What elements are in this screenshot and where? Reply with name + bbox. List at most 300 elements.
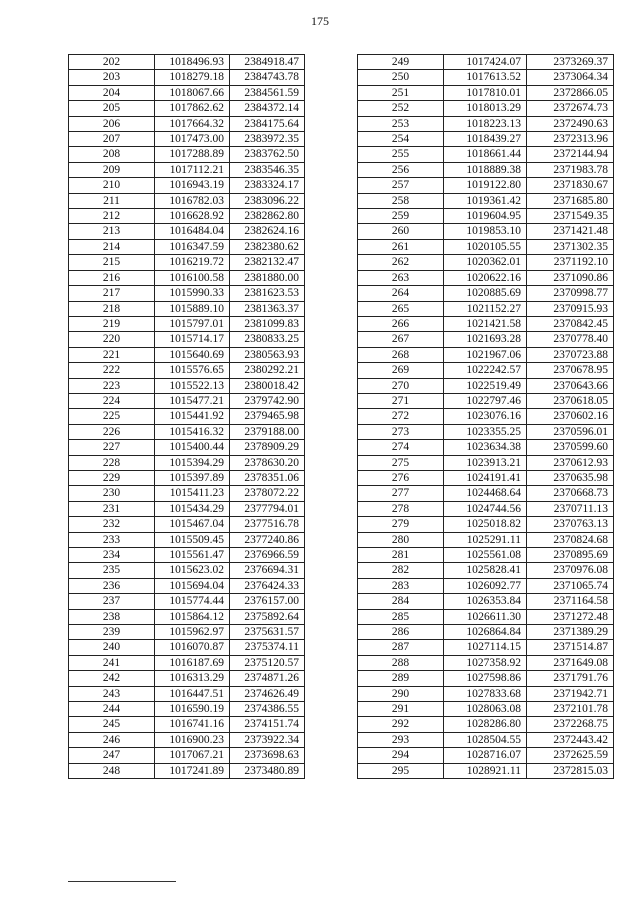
table-row bbox=[69, 316, 305, 331]
table-row bbox=[69, 594, 305, 609]
y-coordinate-cell: 2372443.42 bbox=[527, 732, 614, 747]
y-coordinate-cell: 2376694.31 bbox=[230, 563, 305, 578]
point-number-cell: 286 bbox=[358, 625, 444, 640]
point-number-cell: 241 bbox=[69, 655, 155, 670]
y-coordinate-cell: 2371065.74 bbox=[527, 578, 614, 593]
point-number-cell: 206 bbox=[69, 116, 155, 131]
x-coordinate-cell: 1019361.42 bbox=[444, 193, 527, 208]
y-coordinate-cell: 2370612.93 bbox=[527, 455, 614, 470]
point-number-cell: 207 bbox=[69, 132, 155, 147]
x-coordinate-cell: 1016347.59 bbox=[155, 239, 230, 254]
y-coordinate-cell: 2371164.58 bbox=[527, 594, 614, 609]
x-coordinate-cell: 1016741.16 bbox=[155, 717, 230, 732]
x-coordinate-cell: 1021421.58 bbox=[444, 316, 527, 331]
point-number-cell: 221 bbox=[69, 347, 155, 362]
x-coordinate-cell: 1019604.95 bbox=[444, 209, 527, 224]
y-coordinate-cell: 2372815.03 bbox=[527, 763, 614, 778]
point-number-cell: 259 bbox=[358, 209, 444, 224]
y-coordinate-cell: 2372625.59 bbox=[527, 748, 614, 763]
table-row bbox=[69, 748, 305, 763]
x-coordinate-cell: 1027114.15 bbox=[444, 640, 527, 655]
point-number-cell: 213 bbox=[69, 224, 155, 239]
x-coordinate-cell: 1015864.12 bbox=[155, 609, 230, 624]
x-coordinate-cell: 1015394.29 bbox=[155, 455, 230, 470]
y-coordinate-cell: 2383324.17 bbox=[230, 178, 305, 193]
x-coordinate-cell: 1015509.45 bbox=[155, 532, 230, 547]
x-coordinate-cell: 1026611.30 bbox=[444, 609, 527, 624]
x-coordinate-cell: 1015889.10 bbox=[155, 301, 230, 316]
point-number-cell: 240 bbox=[69, 640, 155, 655]
table-row bbox=[358, 424, 614, 439]
point-number-cell: 279 bbox=[358, 517, 444, 532]
table-row bbox=[69, 301, 305, 316]
table-row bbox=[358, 162, 614, 177]
point-number-cell: 261 bbox=[358, 239, 444, 254]
point-number-cell: 278 bbox=[358, 501, 444, 516]
x-coordinate-cell: 1023076.16 bbox=[444, 409, 527, 424]
y-coordinate-cell: 2379188.00 bbox=[230, 424, 305, 439]
y-coordinate-cell: 2374626.49 bbox=[230, 686, 305, 701]
x-coordinate-cell: 1015400.44 bbox=[155, 440, 230, 455]
x-coordinate-cell: 1018439.27 bbox=[444, 132, 527, 147]
point-number-cell: 218 bbox=[69, 301, 155, 316]
table-row bbox=[358, 625, 614, 640]
x-coordinate-cell: 1016590.19 bbox=[155, 702, 230, 717]
x-coordinate-cell: 1018223.13 bbox=[444, 116, 527, 131]
y-coordinate-cell: 2373269.37 bbox=[527, 55, 614, 70]
point-number-cell: 256 bbox=[358, 162, 444, 177]
y-coordinate-cell: 2379742.90 bbox=[230, 393, 305, 408]
y-coordinate-cell: 2371272.48 bbox=[527, 609, 614, 624]
point-number-cell: 269 bbox=[358, 363, 444, 378]
point-number-cell: 280 bbox=[358, 532, 444, 547]
table-row bbox=[69, 717, 305, 732]
point-number-cell: 284 bbox=[358, 594, 444, 609]
x-coordinate-cell: 1021152.27 bbox=[444, 301, 527, 316]
x-coordinate-cell: 1015467.04 bbox=[155, 517, 230, 532]
point-number-cell: 263 bbox=[358, 270, 444, 285]
y-coordinate-cell: 2370618.05 bbox=[527, 393, 614, 408]
x-coordinate-cell: 1019853.10 bbox=[444, 224, 527, 239]
y-coordinate-cell: 2370824.68 bbox=[527, 532, 614, 547]
y-coordinate-cell: 2378072.22 bbox=[230, 486, 305, 501]
point-number-cell: 209 bbox=[69, 162, 155, 177]
table-row bbox=[358, 270, 614, 285]
x-coordinate-cell: 1017473.00 bbox=[155, 132, 230, 147]
table-row bbox=[69, 640, 305, 655]
x-coordinate-cell: 1026864.84 bbox=[444, 625, 527, 640]
x-coordinate-cell: 1015441.92 bbox=[155, 409, 230, 424]
table-row bbox=[358, 193, 614, 208]
y-coordinate-cell: 2376966.59 bbox=[230, 548, 305, 563]
x-coordinate-cell: 1016628.92 bbox=[155, 209, 230, 224]
x-coordinate-cell: 1021693.28 bbox=[444, 332, 527, 347]
table-row bbox=[358, 470, 614, 485]
x-coordinate-cell: 1017664.32 bbox=[155, 116, 230, 131]
point-number-cell: 262 bbox=[358, 255, 444, 270]
x-coordinate-cell: 1022797.46 bbox=[444, 393, 527, 408]
y-coordinate-cell: 2380292.21 bbox=[230, 363, 305, 378]
table-row bbox=[69, 409, 305, 424]
table-row bbox=[358, 101, 614, 116]
x-coordinate-cell: 1020105.55 bbox=[444, 239, 527, 254]
point-number-cell: 273 bbox=[358, 424, 444, 439]
table-row bbox=[358, 609, 614, 624]
point-number-cell: 214 bbox=[69, 239, 155, 254]
x-coordinate-cell: 1027598.86 bbox=[444, 671, 527, 686]
y-coordinate-cell: 2375631.57 bbox=[230, 625, 305, 640]
table-row bbox=[69, 440, 305, 455]
footnote-separator bbox=[68, 881, 176, 882]
point-number-cell: 248 bbox=[69, 763, 155, 778]
table-row bbox=[69, 363, 305, 378]
y-coordinate-cell: 2370678.95 bbox=[527, 363, 614, 378]
x-coordinate-cell: 1015397.89 bbox=[155, 470, 230, 485]
y-coordinate-cell: 2384175.64 bbox=[230, 116, 305, 131]
x-coordinate-cell: 1015962.97 bbox=[155, 625, 230, 640]
x-coordinate-cell: 1015714.17 bbox=[155, 332, 230, 347]
point-number-cell: 220 bbox=[69, 332, 155, 347]
point-number-cell: 247 bbox=[69, 748, 155, 763]
y-coordinate-cell: 2372674.73 bbox=[527, 101, 614, 116]
point-number-cell: 205 bbox=[69, 101, 155, 116]
table-row bbox=[358, 455, 614, 470]
y-coordinate-cell: 2371421.48 bbox=[527, 224, 614, 239]
y-coordinate-cell: 2371549.35 bbox=[527, 209, 614, 224]
x-coordinate-cell: 1016313.29 bbox=[155, 671, 230, 686]
table-row bbox=[69, 55, 305, 70]
x-coordinate-cell: 1016187.69 bbox=[155, 655, 230, 670]
table-row bbox=[69, 101, 305, 116]
x-coordinate-cell: 1016447.51 bbox=[155, 686, 230, 701]
table-row bbox=[69, 686, 305, 701]
table-row bbox=[358, 85, 614, 100]
table-row bbox=[358, 440, 614, 455]
x-coordinate-cell: 1028716.07 bbox=[444, 748, 527, 763]
x-coordinate-cell: 1016782.03 bbox=[155, 193, 230, 208]
y-coordinate-cell: 2377794.01 bbox=[230, 501, 305, 516]
y-coordinate-cell: 2370778.40 bbox=[527, 332, 614, 347]
y-coordinate-cell: 2370635.98 bbox=[527, 470, 614, 485]
x-coordinate-cell: 1021967.06 bbox=[444, 347, 527, 362]
x-coordinate-cell: 1019122.80 bbox=[444, 178, 527, 193]
y-coordinate-cell: 2381099.83 bbox=[230, 316, 305, 331]
point-number-cell: 267 bbox=[358, 332, 444, 347]
table-row bbox=[358, 594, 614, 609]
y-coordinate-cell: 2370842.45 bbox=[527, 316, 614, 331]
point-number-cell: 257 bbox=[358, 178, 444, 193]
table-row bbox=[69, 486, 305, 501]
x-coordinate-cell: 1016219.72 bbox=[155, 255, 230, 270]
point-number-cell: 268 bbox=[358, 347, 444, 362]
y-coordinate-cell: 2371514.87 bbox=[527, 640, 614, 655]
point-number-cell: 287 bbox=[358, 640, 444, 655]
y-coordinate-cell: 2371685.80 bbox=[527, 193, 614, 208]
table-row bbox=[358, 132, 614, 147]
table-row bbox=[69, 347, 305, 362]
table-row bbox=[69, 702, 305, 717]
point-number-cell: 215 bbox=[69, 255, 155, 270]
x-coordinate-cell: 1017424.07 bbox=[444, 55, 527, 70]
table-row bbox=[69, 209, 305, 224]
point-number-cell: 224 bbox=[69, 393, 155, 408]
point-number-cell: 291 bbox=[358, 702, 444, 717]
x-coordinate-cell: 1016484.04 bbox=[155, 224, 230, 239]
x-coordinate-cell: 1028504.55 bbox=[444, 732, 527, 747]
table-row bbox=[358, 347, 614, 362]
table-row bbox=[69, 625, 305, 640]
point-number-cell: 251 bbox=[358, 85, 444, 100]
point-number-cell: 276 bbox=[358, 470, 444, 485]
table-row bbox=[69, 548, 305, 563]
x-coordinate-cell: 1017613.52 bbox=[444, 70, 527, 85]
y-coordinate-cell: 2371830.67 bbox=[527, 178, 614, 193]
x-coordinate-cell: 1016943.19 bbox=[155, 178, 230, 193]
point-number-cell: 292 bbox=[358, 717, 444, 732]
y-coordinate-cell: 2370723.88 bbox=[527, 347, 614, 362]
y-coordinate-cell: 2384561.59 bbox=[230, 85, 305, 100]
point-number-cell: 233 bbox=[69, 532, 155, 547]
x-coordinate-cell: 1017862.62 bbox=[155, 101, 230, 116]
point-number-cell: 281 bbox=[358, 548, 444, 563]
table-row bbox=[358, 655, 614, 670]
x-coordinate-cell: 1025561.08 bbox=[444, 548, 527, 563]
x-coordinate-cell: 1025018.82 bbox=[444, 517, 527, 532]
y-coordinate-cell: 2375892.64 bbox=[230, 609, 305, 624]
table-row bbox=[358, 717, 614, 732]
x-coordinate-cell: 1020362.01 bbox=[444, 255, 527, 270]
y-coordinate-cell: 2381623.53 bbox=[230, 286, 305, 301]
x-coordinate-cell: 1028286.80 bbox=[444, 717, 527, 732]
y-coordinate-cell: 2370596.01 bbox=[527, 424, 614, 439]
table-row bbox=[358, 378, 614, 393]
x-coordinate-cell: 1026353.84 bbox=[444, 594, 527, 609]
point-number-cell: 235 bbox=[69, 563, 155, 578]
table-row bbox=[69, 85, 305, 100]
y-coordinate-cell: 2383096.22 bbox=[230, 193, 305, 208]
x-coordinate-cell: 1015797.01 bbox=[155, 316, 230, 331]
y-coordinate-cell: 2372144.94 bbox=[527, 147, 614, 162]
y-coordinate-cell: 2375374.11 bbox=[230, 640, 305, 655]
y-coordinate-cell: 2371942.71 bbox=[527, 686, 614, 701]
y-coordinate-cell: 2382862.80 bbox=[230, 209, 305, 224]
x-coordinate-cell: 1018067.66 bbox=[155, 85, 230, 100]
point-number-cell: 239 bbox=[69, 625, 155, 640]
y-coordinate-cell: 2383546.35 bbox=[230, 162, 305, 177]
y-coordinate-cell: 2372866.05 bbox=[527, 85, 614, 100]
x-coordinate-cell: 1022242.57 bbox=[444, 363, 527, 378]
point-number-cell: 282 bbox=[358, 563, 444, 578]
table-row bbox=[358, 224, 614, 239]
coordinates-table-left bbox=[68, 54, 305, 779]
y-coordinate-cell: 2378351.06 bbox=[230, 470, 305, 485]
x-coordinate-cell: 1017288.89 bbox=[155, 147, 230, 162]
table-row bbox=[69, 671, 305, 686]
x-coordinate-cell: 1015576.65 bbox=[155, 363, 230, 378]
point-number-cell: 293 bbox=[358, 732, 444, 747]
table-row bbox=[358, 70, 614, 85]
x-coordinate-cell: 1025291.11 bbox=[444, 532, 527, 547]
point-number-cell: 202 bbox=[69, 55, 155, 70]
y-coordinate-cell: 2374151.74 bbox=[230, 717, 305, 732]
x-coordinate-cell: 1018496.93 bbox=[155, 55, 230, 70]
y-coordinate-cell: 2370915.93 bbox=[527, 301, 614, 316]
table-row bbox=[358, 763, 614, 778]
table-row bbox=[358, 640, 614, 655]
point-number-cell: 237 bbox=[69, 594, 155, 609]
table-row bbox=[69, 132, 305, 147]
y-coordinate-cell: 2382624.16 bbox=[230, 224, 305, 239]
point-number-cell: 238 bbox=[69, 609, 155, 624]
x-coordinate-cell: 1015623.02 bbox=[155, 563, 230, 578]
point-number-cell: 266 bbox=[358, 316, 444, 331]
table-row bbox=[358, 409, 614, 424]
table-row bbox=[69, 517, 305, 532]
table-row bbox=[69, 332, 305, 347]
point-number-cell: 289 bbox=[358, 671, 444, 686]
x-coordinate-cell: 1017241.89 bbox=[155, 763, 230, 778]
x-coordinate-cell: 1015434.29 bbox=[155, 501, 230, 516]
y-coordinate-cell: 2384372.14 bbox=[230, 101, 305, 116]
y-coordinate-cell: 2372268.75 bbox=[527, 717, 614, 732]
point-number-cell: 283 bbox=[358, 578, 444, 593]
table-row bbox=[69, 563, 305, 578]
y-coordinate-cell: 2371302.35 bbox=[527, 239, 614, 254]
table-row bbox=[69, 470, 305, 485]
point-number-cell: 244 bbox=[69, 702, 155, 717]
table-row bbox=[358, 517, 614, 532]
y-coordinate-cell: 2370668.73 bbox=[527, 486, 614, 501]
table-row bbox=[69, 501, 305, 516]
point-number-cell: 295 bbox=[358, 763, 444, 778]
y-coordinate-cell: 2376424.33 bbox=[230, 578, 305, 593]
table-row bbox=[69, 763, 305, 778]
y-coordinate-cell: 2374386.55 bbox=[230, 702, 305, 717]
point-number-cell: 274 bbox=[358, 440, 444, 455]
x-coordinate-cell: 1018889.38 bbox=[444, 162, 527, 177]
x-coordinate-cell: 1015561.47 bbox=[155, 548, 230, 563]
point-number-cell: 223 bbox=[69, 378, 155, 393]
y-coordinate-cell: 2370643.66 bbox=[527, 378, 614, 393]
x-coordinate-cell: 1015640.69 bbox=[155, 347, 230, 362]
x-coordinate-cell: 1024191.41 bbox=[444, 470, 527, 485]
y-coordinate-cell: 2379465.98 bbox=[230, 409, 305, 424]
table-row bbox=[358, 532, 614, 547]
y-coordinate-cell: 2381363.37 bbox=[230, 301, 305, 316]
table-row bbox=[69, 193, 305, 208]
x-coordinate-cell: 1024744.56 bbox=[444, 501, 527, 516]
point-number-cell: 225 bbox=[69, 409, 155, 424]
y-coordinate-cell: 2381880.00 bbox=[230, 270, 305, 285]
x-coordinate-cell: 1028063.08 bbox=[444, 702, 527, 717]
table-row bbox=[358, 116, 614, 131]
table-row bbox=[358, 501, 614, 516]
y-coordinate-cell: 2370763.13 bbox=[527, 517, 614, 532]
table-row bbox=[358, 178, 614, 193]
table-row bbox=[358, 332, 614, 347]
y-coordinate-cell: 2383762.50 bbox=[230, 147, 305, 162]
x-coordinate-cell: 1022519.49 bbox=[444, 378, 527, 393]
x-coordinate-cell: 1023355.25 bbox=[444, 424, 527, 439]
table-row bbox=[358, 686, 614, 701]
point-number-cell: 265 bbox=[358, 301, 444, 316]
x-coordinate-cell: 1018279.18 bbox=[155, 70, 230, 85]
y-coordinate-cell: 2380833.25 bbox=[230, 332, 305, 347]
y-coordinate-cell: 2380018.42 bbox=[230, 378, 305, 393]
y-coordinate-cell: 2384743.78 bbox=[230, 70, 305, 85]
table-row bbox=[358, 732, 614, 747]
x-coordinate-cell: 1027358.92 bbox=[444, 655, 527, 670]
x-coordinate-cell: 1017067.21 bbox=[155, 748, 230, 763]
y-coordinate-cell: 2371983.78 bbox=[527, 162, 614, 177]
x-coordinate-cell: 1024468.64 bbox=[444, 486, 527, 501]
y-coordinate-cell: 2373064.34 bbox=[527, 70, 614, 85]
table-row bbox=[358, 702, 614, 717]
table-row bbox=[358, 209, 614, 224]
point-number-cell: 294 bbox=[358, 748, 444, 763]
y-coordinate-cell: 2373698.63 bbox=[230, 748, 305, 763]
table-row bbox=[358, 55, 614, 70]
y-coordinate-cell: 2370998.77 bbox=[527, 286, 614, 301]
table-row bbox=[69, 255, 305, 270]
table-row bbox=[69, 116, 305, 131]
point-number-cell: 203 bbox=[69, 70, 155, 85]
point-number-cell: 230 bbox=[69, 486, 155, 501]
x-coordinate-cell: 1025828.41 bbox=[444, 563, 527, 578]
table-row bbox=[69, 578, 305, 593]
y-coordinate-cell: 2370599.60 bbox=[527, 440, 614, 455]
table-row bbox=[69, 286, 305, 301]
table-row bbox=[358, 301, 614, 316]
table-row bbox=[358, 578, 614, 593]
y-coordinate-cell: 2377240.86 bbox=[230, 532, 305, 547]
table-row bbox=[69, 393, 305, 408]
point-number-cell: 227 bbox=[69, 440, 155, 455]
x-coordinate-cell: 1015694.04 bbox=[155, 578, 230, 593]
x-coordinate-cell: 1020622.16 bbox=[444, 270, 527, 285]
y-coordinate-cell: 2371090.86 bbox=[527, 270, 614, 285]
point-number-cell: 236 bbox=[69, 578, 155, 593]
point-number-cell: 260 bbox=[358, 224, 444, 239]
point-number-cell: 217 bbox=[69, 286, 155, 301]
table-row bbox=[358, 393, 614, 408]
point-number-cell: 252 bbox=[358, 101, 444, 116]
table-row bbox=[69, 178, 305, 193]
y-coordinate-cell: 2370602.16 bbox=[527, 409, 614, 424]
page-number: 175 bbox=[311, 14, 329, 28]
x-coordinate-cell: 1017810.01 bbox=[444, 85, 527, 100]
y-coordinate-cell: 2375120.57 bbox=[230, 655, 305, 670]
table-row bbox=[69, 147, 305, 162]
x-coordinate-cell: 1015774.44 bbox=[155, 594, 230, 609]
table-row bbox=[358, 255, 614, 270]
x-coordinate-cell: 1016900.23 bbox=[155, 732, 230, 747]
table-row bbox=[358, 563, 614, 578]
point-number-cell: 246 bbox=[69, 732, 155, 747]
point-number-cell: 208 bbox=[69, 147, 155, 162]
y-coordinate-cell: 2372490.63 bbox=[527, 116, 614, 131]
table-row bbox=[69, 532, 305, 547]
table-row bbox=[69, 732, 305, 747]
y-coordinate-cell: 2380563.93 bbox=[230, 347, 305, 362]
x-coordinate-cell: 1027833.68 bbox=[444, 686, 527, 701]
y-coordinate-cell: 2374871.26 bbox=[230, 671, 305, 686]
x-coordinate-cell: 1015477.21 bbox=[155, 393, 230, 408]
table-row bbox=[358, 147, 614, 162]
y-coordinate-cell: 2371389.29 bbox=[527, 625, 614, 640]
x-coordinate-cell: 1018013.29 bbox=[444, 101, 527, 116]
y-coordinate-cell: 2370711.13 bbox=[527, 501, 614, 516]
